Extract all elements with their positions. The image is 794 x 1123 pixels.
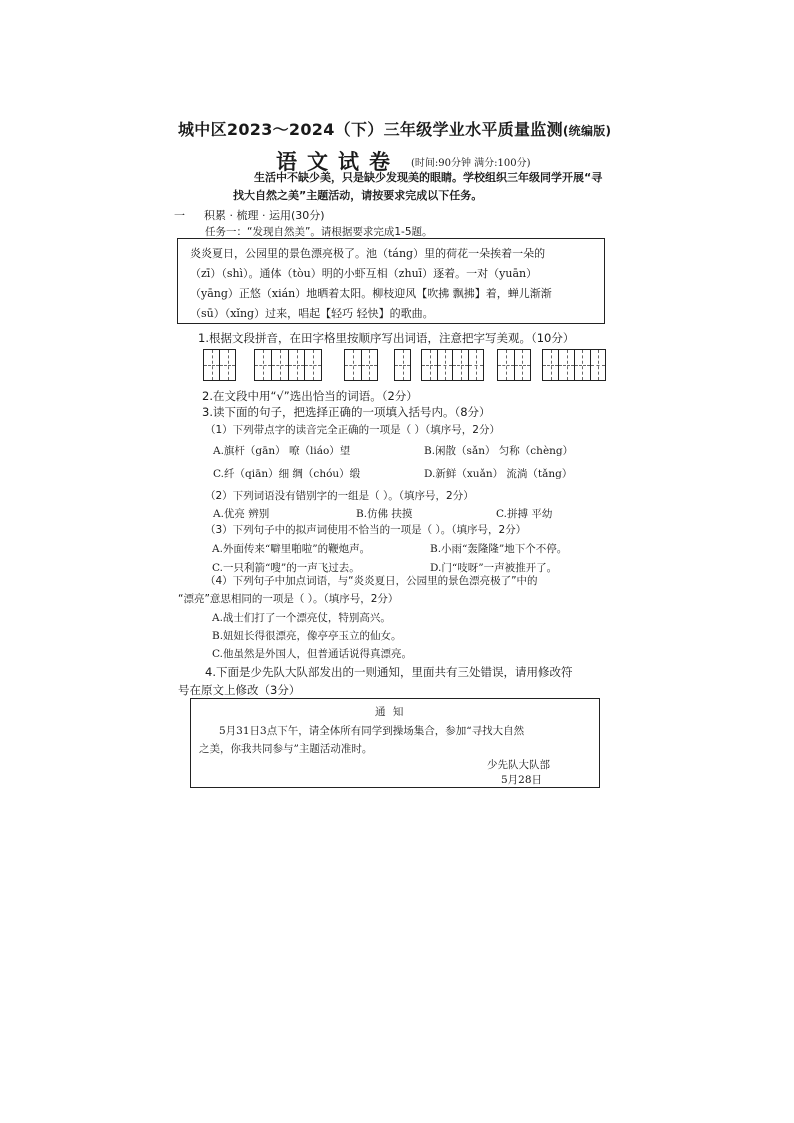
notice-date: 5月28日 (501, 774, 543, 786)
question-3: 3.读下面的句子，把选择正确的一项填入括号内。（8分） (202, 405, 491, 419)
passage-line: （sū）（xǐng）过来，唱起【轻巧 轻快】的歌曲。 (190, 307, 434, 320)
notice-line: 之美，你我共同参与”主题活动准时。 (199, 743, 373, 755)
option-c: C.一只利箭“嗖”的一声飞过去。 (212, 562, 360, 574)
option-c: C.纤（qiān）细 绸（chóu）缎 (213, 468, 361, 480)
writing-grid[interactable] (344, 349, 378, 381)
question-4-cont: 号在原文上修改（3分） (178, 683, 301, 697)
intro-line-2: 找大自然之美”主题活动，请按要求完成以下任务。 (233, 189, 483, 202)
exam-meta: (时间:90分钟 满分:100分) (411, 158, 531, 169)
notice-title: 通 知 (375, 706, 406, 718)
exam-title: 城中区2023～2024（下）三年级学业水平质量监测(统编版) (178, 120, 612, 139)
option-b: B.仿佛 扶摸 (356, 508, 413, 520)
notice-box (190, 698, 600, 788)
option-a: A.优亮 辨别 (213, 508, 270, 520)
question-3-2: （2）下列词语没有错别字的一组是（ ）。（填序号，2分） (205, 490, 474, 502)
section-heading: 一 积累 · 梳理 · 运用(30分) (174, 209, 325, 222)
question-1: 1.根据文段拼音，在田字格里按顺序写出词语，注意把字写美观。（10分） (198, 331, 575, 345)
reading-passage-box (177, 238, 605, 324)
option-d: D.新鲜（xuǎn） 流淌（tǎng） (424, 468, 573, 480)
question-3-4: （4）下列句子中加点词语，与“炎炎夏日，公园里的景色漂亮极了”中的 (205, 575, 538, 587)
writing-grid[interactable] (542, 349, 606, 381)
option-a: A.战士们打了一个漂亮仗，特别高兴。 (212, 612, 391, 624)
option-c: C.他虽然是外国人，但普通话说得真漂亮。 (212, 648, 412, 660)
passage-line: 炎炎夏日，公园里的景色漂亮极了。池（táng）里的荷花一朵挨着一朵的 (190, 247, 546, 260)
notice-line: 5月31日3点下午，请全体所有同学到操场集合，参加“寻找大自然 (219, 725, 525, 737)
writing-grid[interactable] (254, 349, 322, 381)
option-c: C.拼搏 平幼 (496, 508, 553, 520)
question-2: 2.在文段中用“√”选出恰当的词语。（2分） (202, 389, 418, 403)
option-b: B.妞妞长得很漂亮，像亭亭玉立的仙女。 (212, 630, 402, 642)
question-4: 4.下面是少先队大队部发出的一则通知，里面共有三处错误，请用修改符 (205, 665, 573, 679)
option-a: A.旗杆（gān） 嘹（liáo）望 (213, 445, 351, 457)
option-b: B.小雨“轰隆隆”地下个不停。 (430, 543, 568, 555)
writing-grid[interactable] (421, 349, 484, 381)
writing-grid[interactable] (203, 349, 236, 381)
passage-line: （yāng）正悠（xián）地晒着太阳。柳枝迎风【吹拂 飘拂】着，蝉儿渐渐 (190, 287, 552, 300)
question-3-4-cont: “漂亮”意思相同的一项是（ ）。（填序号，2分） (178, 593, 399, 605)
writing-grid[interactable] (497, 349, 531, 381)
edition-label: (统编版) (562, 124, 612, 138)
option-d: D.门“吱呀”一声被推开了。 (430, 562, 558, 574)
notice-signature: 少先队大队部 (487, 759, 550, 771)
task-instruction: 任务一：“发现自然美”。请根据要求完成1-5题。 (205, 226, 433, 238)
option-a: A.外面传来“噼里啪啦”的鞭炮声。 (212, 543, 371, 555)
intro-line-1: 生活中不缺少美，只是缺少发现美的眼睛。学校组织三年级同学开展“寻 (254, 171, 603, 184)
question-3-3: （3）下列句子中的拟声词使用不恰当的一项是（ ）。（填序号，2分） (205, 524, 527, 536)
question-3-1: （1）下列带点字的读音完全正确的一项是（ ）（填序号，2分） (205, 424, 500, 436)
option-b: B.闲散（sǎn） 匀称（chèng） (424, 445, 574, 457)
writing-grid[interactable] (394, 349, 411, 381)
exam-subtitle: 语文试卷 (276, 150, 400, 174)
passage-line: （zī）（shì）。通体（tòu）明的小虾互相（zhuī）逐着。一对（yuān） (190, 267, 538, 280)
